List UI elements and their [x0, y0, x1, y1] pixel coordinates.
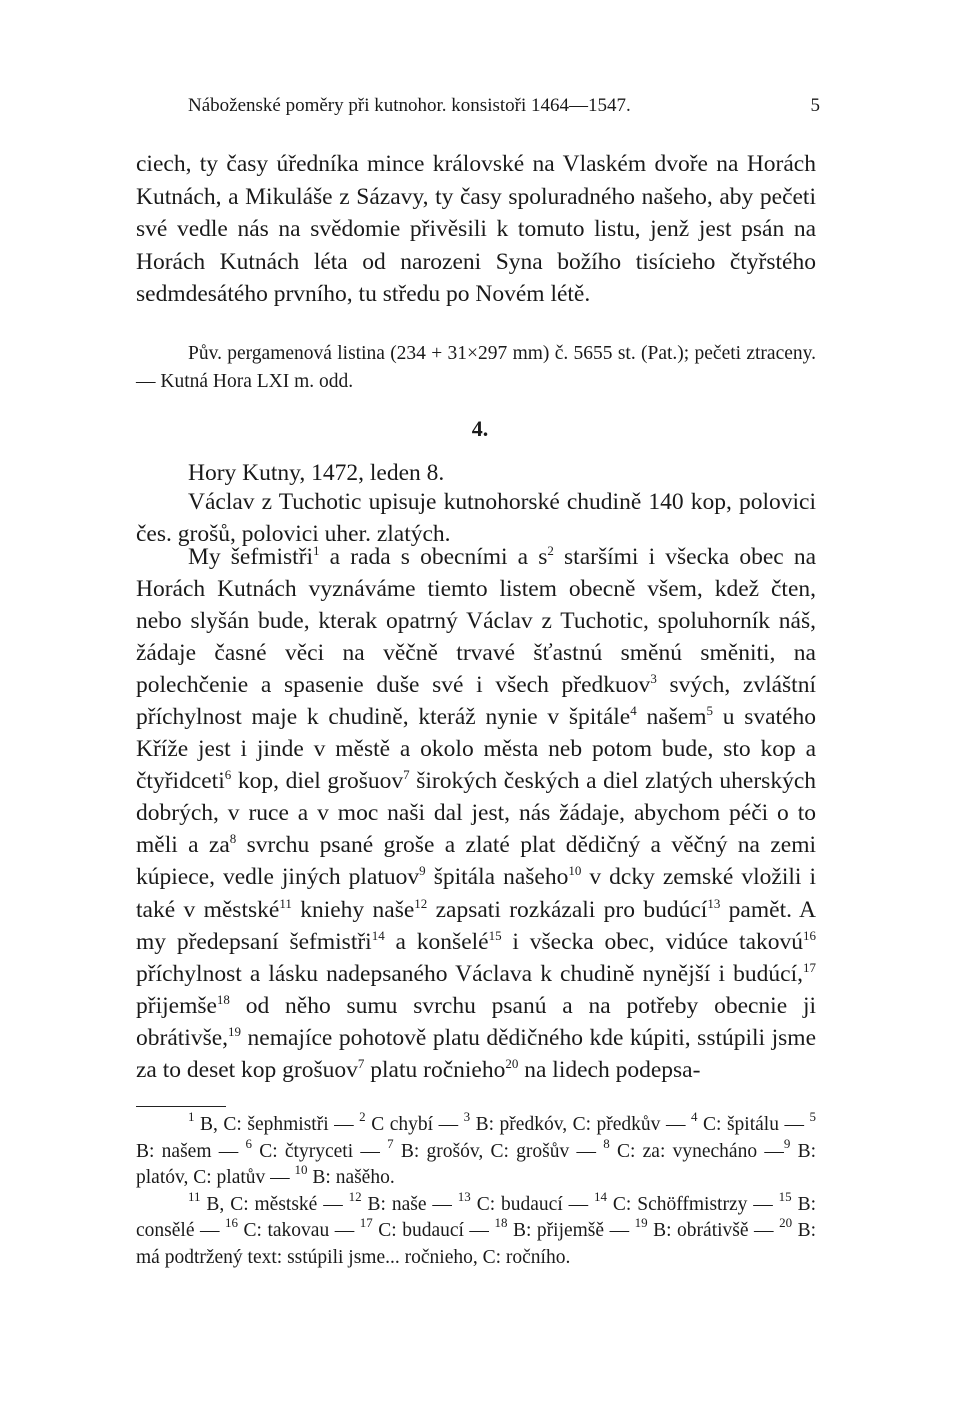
footnote-number: 7: [387, 1135, 394, 1151]
footnotes-group-1: [136, 1109, 816, 1192]
footnote-text: B: našem —: [136, 1140, 246, 1162]
footnote-number: 13: [457, 1188, 471, 1204]
text-segment: svých, zvláštní příchylnost maje k chudině, kteráž nynie v špitále: [136, 672, 816, 731]
document-text-paragraph: [136, 541, 816, 1086]
footnote-number: 11: [188, 1188, 201, 1204]
footnote-number: 5: [809, 1109, 816, 1124]
footnote-marker: 7: [357, 1055, 365, 1071]
place-date: Hory Kutny, 1472, leden 8.: [188, 460, 445, 486]
footnote-marker: 19: [228, 1023, 242, 1039]
footnote-text: B: platóv, C: platův —: [136, 1140, 816, 1188]
footnote-number: 18: [494, 1215, 508, 1230]
footnote-text: B: consělé —: [136, 1193, 816, 1241]
footnote-marker: 14: [371, 927, 385, 943]
footnote-number: 17: [359, 1215, 373, 1230]
footnotes: [136, 1109, 817, 1271]
footnote-number: 1: [188, 1109, 195, 1124]
text-segment: našem: [636, 704, 707, 731]
footnote-text: C: za: vynecháno —: [609, 1140, 784, 1162]
footnote-marker: 15: [488, 927, 502, 943]
text-segment: zapsati rozkázali pro budúcí: [427, 896, 708, 923]
text-segment: širokých českých a diel zlatých uherských dobrých, v ruce a v moc naši dal jest, nás žádaje, abychom péči o to měli a za: [136, 768, 816, 859]
footnote-marker: 6: [224, 767, 232, 783]
text-segment: příchylnost a lásku nadepsaného Václava k chudině nynější i budúcí,: [136, 960, 803, 987]
text-segment: na lidech podepsa-: [518, 1056, 701, 1083]
text-segment: i všecka obec, vidúce takovú: [501, 928, 804, 955]
text-segment: špitála našeho: [425, 864, 569, 891]
footnote-text: C: budaucí —: [470, 1193, 595, 1215]
source-note: [136, 340, 816, 396]
text-segment: nemajíce pohotově platu dědičného kde kúpiti, sstúpili jsme za to deset kop grošuov: [136, 1024, 816, 1083]
footnote-number: 19: [634, 1215, 648, 1230]
text-segment: pamět. A my předepsaní šefmistři: [136, 896, 817, 955]
footnote-marker: 2: [547, 543, 554, 558]
footnote-marker: 7: [403, 767, 410, 783]
footnote-number: 9: [783, 1135, 791, 1151]
footnote-number: 16: [225, 1215, 239, 1230]
footnote-marker: 12: [414, 895, 428, 911]
text-segment: od něho sumu svrchu psanú a na potřeby obecnie ji obrátivše,: [136, 992, 816, 1051]
running-title: Náboženské poměry při kutnohor. konsistoři 1464—1547.: [188, 95, 631, 116]
text-segment: a rada s obecními a s: [319, 544, 548, 570]
opening-paragraph: [136, 148, 816, 311]
footnote-number: 6: [245, 1135, 252, 1151]
opening-paragraph-text: ciech, ty časy úředníka mince královské na Vlaském dvoře na Horách Kutnách, a Mikuláše z Sázavy, ty časy spoluradného našeho, aby pečeti své vedle nás na svědomie přivěsili k tomuto listu, jenž jest psán na Horách Kutnách léta od narozeni Syna božího tisícieho čtyřstého sedmdesátého prvního, tu středu po Novém létě.: [136, 151, 816, 307]
document-number: 4.: [471, 416, 489, 441]
document-text: [136, 541, 816, 1086]
text-segment: kniehy naše: [291, 896, 415, 923]
footnote-number: 10: [294, 1162, 308, 1177]
footnote-text: B: našěho.: [307, 1167, 395, 1188]
footnote-text: C: takovau —: [238, 1220, 360, 1241]
footnote-marker: 9: [419, 863, 426, 879]
footnote-text: B: naše —: [361, 1193, 458, 1215]
footnote-marker: 5: [706, 703, 713, 719]
footnote-text: C: čtyryceti —: [251, 1140, 388, 1162]
footnote-text: B, C: šephmistři —: [194, 1114, 360, 1135]
footnote-marker: 1: [313, 543, 320, 558]
footnote-marker: 3: [650, 671, 657, 687]
footnote-marker: 8: [229, 831, 237, 847]
footnote-number: 3: [463, 1109, 471, 1124]
footnote-number: 12: [348, 1188, 362, 1204]
footnote-text: B: má podtržený text: sstúpili jsme... ročnieho, C: ročního.: [136, 1220, 817, 1268]
text-segment: My šefmistři: [188, 544, 314, 570]
footnote-number: 14: [594, 1188, 608, 1204]
footnote-text: B: grošóv, C: grošův —: [393, 1140, 604, 1162]
footnote-marker: 18: [216, 991, 230, 1007]
text-segment: přijemše: [136, 992, 217, 1019]
footnotes-group-2: [136, 1188, 817, 1272]
footnote-text: C chybí —: [365, 1114, 464, 1135]
text-segment: u svatého Kříže jest i jinde v městě a okolo města neb potom bude, sto kop a čtyřidceti: [136, 704, 816, 795]
footnote-marker: 16: [803, 927, 817, 943]
footnote-text: B, C: městské —: [200, 1193, 349, 1215]
footnote-number: 15: [778, 1188, 792, 1204]
footnote-number: 4: [690, 1109, 698, 1124]
footnote-text: C: budaucí —: [372, 1220, 495, 1241]
text-segment: staršími i všecka obec na Horách Kutnách vyznáváme tiemto listem obecně všem, kdež čten, nebo slyšán bude, kterak opatrný Václav z Tuchotic, spoluhorník náš, žádaje časné věci na věčně trvavé šťastnú směnú směniti, na polechčenie a spasenie duše své i všech předkuov: [136, 544, 816, 699]
footnote-number: 8: [603, 1135, 610, 1151]
footnote-number: 2: [359, 1109, 366, 1124]
footnote-text: C: Schöffmistrzy —: [607, 1193, 779, 1215]
footnote-marker: 11: [279, 895, 292, 911]
page-number: 5: [810, 95, 820, 116]
source-note-text: Pův. pergamenová listina (234 + 31×297 mm) č. 5655 st. (Pat.); pečeti ztraceny. — Kutná Hora LXI m. odd.: [136, 343, 816, 392]
footnote-text: B: obrátivšě —: [647, 1220, 780, 1241]
footnote-marker: 13: [707, 895, 721, 911]
text-segment: v dcky zemské vložili i také v městské: [136, 864, 816, 923]
footnote-marker: 17: [803, 959, 816, 975]
text-segment: kop, diel grošuov: [231, 768, 404, 795]
footnote-text: C: špitálu —: [697, 1114, 810, 1135]
text-segment: svrchu psané groše a zlaté plat dědičný a věčný na zemi kúpiece, vedle jiných platuov: [136, 832, 816, 891]
footnote-number: 20: [779, 1215, 793, 1230]
footnote-marker: 4: [630, 703, 637, 719]
footnote-text: B: přijemšě —: [507, 1220, 635, 1241]
footnote-divider: [136, 1106, 226, 1107]
footnote-marker: 20: [505, 1055, 519, 1071]
text-segment: platu ročnieho: [364, 1056, 506, 1083]
regest-text: Václav z Tuchotic upisuje kutnohorské chudině 140 kop, polovici čes. grošů, polovici uher. zlatých.: [136, 489, 816, 547]
footnote-text: B: předkóv, C: předkův —: [470, 1114, 691, 1135]
footnote-marker: 10: [568, 863, 582, 879]
text-segment: a konšelé: [384, 928, 489, 955]
